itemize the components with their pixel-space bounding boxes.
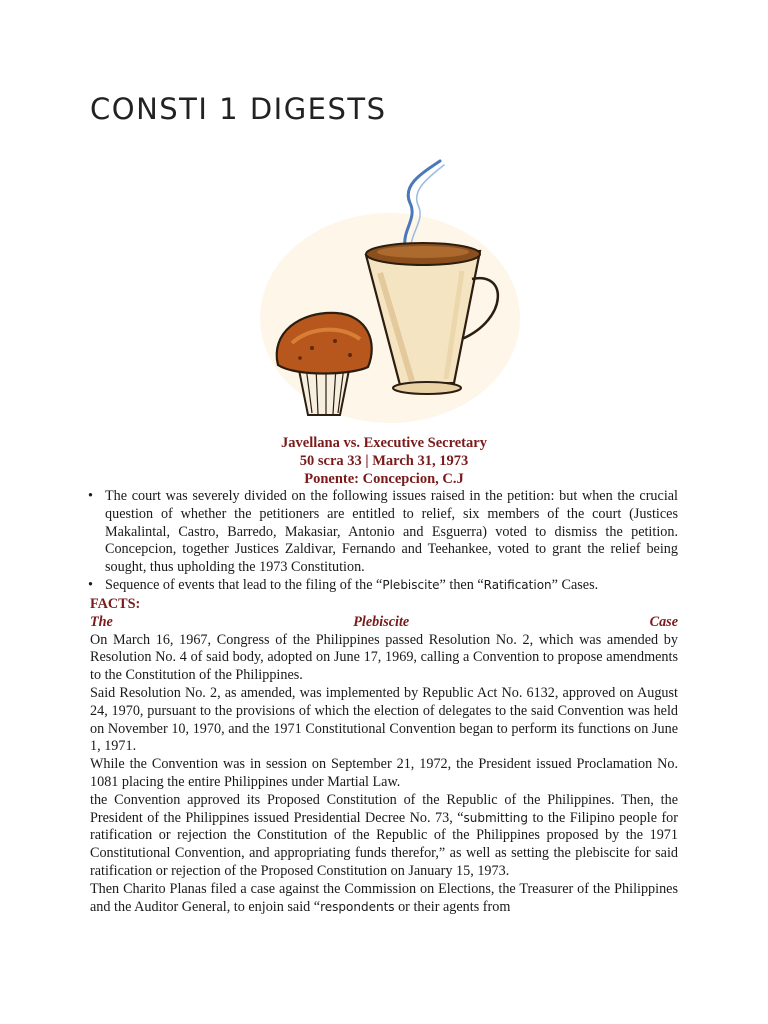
paragraph-text-part: Then Charito Planas filed a case against the Commission on Elections, the Treasurer of the Philippines and the Auditor General, to enjoin said “ bbox=[90, 880, 678, 915]
bullet-icon: • bbox=[88, 576, 93, 593]
bullet-text-part: ” Cases. bbox=[551, 576, 599, 593]
bullet-icon: • bbox=[88, 488, 93, 504]
bullet-text-part: ” then “ bbox=[439, 576, 484, 593]
case-header bbox=[0, 434, 768, 488]
subheading-word: Case bbox=[649, 613, 678, 630]
facts-paragraph bbox=[90, 881, 678, 917]
bullet-text: The court was severely divided on the following issues raised in the petition: but when the crucial question of whether the petitioners are entitled to relief, six members of the court (Justices Makalintal, Castro, Barredo, Makasiar, Antonio and Esguerra) voted to dismiss the petition. Concepcion, together Justices Zaldivar, Fernando and Teehankee, voted to grant the relief being sought, thus upholding the 1973 Constitution. bbox=[105, 488, 678, 576]
paragraph-text-part: or their agents from bbox=[394, 898, 511, 915]
facts-paragraph: On March 16, 1967, Congress of the Philippines passed Resolution No. 2, which was amended by Resolution No. 4 of said body, adopted on June 17, 1969, calling a Convention to propose amendments to the Constitution of the Philippines. bbox=[90, 631, 678, 684]
facts-paragraph: Said Resolution No. 2, as amended, was implemented by Republic Act No. 6132, approved on August 24, 1970, pursuant to the provisions of which the election of delegates to the said Convention was held on November 10, 1970, and the 1971 Constitutional Convention began to perform its functions on June 1, 1971. bbox=[90, 684, 678, 755]
bullet-item bbox=[88, 488, 678, 577]
case-ponente: Ponente: Concepcion, C.J bbox=[304, 471, 464, 487]
case-name: Javellana vs. Executive Secretary bbox=[281, 435, 487, 451]
paragraph-quoted-term: submitting bbox=[463, 810, 528, 825]
paragraph-text-part: to the Filipino people for ratification or rejection the Constitution of the Republic of the Philippines proposed by the 1971 Constitutional Convention, and appropriating funds therefor,” as well as setting the plebiscite for said ratification or rejection of the Proposed Constitution on January 15, 1973. bbox=[90, 809, 678, 879]
plebiscite-case-subheading bbox=[90, 614, 678, 632]
paragraph-text-part: the Convention approved its Proposed Constitution of the Republic of the Philippines. Then, the President of the Philippines issued Presidential Decree No. 73, “ bbox=[90, 791, 678, 826]
facts-paragraph bbox=[90, 792, 678, 881]
bullet-quoted-term: Plebiscite bbox=[382, 577, 440, 592]
facts-heading: FACTS: bbox=[90, 596, 141, 612]
subheading-word: Plebiscite bbox=[353, 613, 410, 630]
summary-bullets bbox=[88, 488, 678, 595]
document-title: CONSTI 1 DIGESTS bbox=[90, 92, 387, 126]
bullet-quoted-term: Ratification bbox=[483, 577, 552, 592]
facts-section bbox=[90, 596, 678, 916]
paragraph-quoted-term: respondents bbox=[320, 899, 395, 914]
subheading-word: The bbox=[90, 613, 113, 630]
bullet-item bbox=[88, 577, 678, 595]
case-citation: 50 scra 33 | March 31, 1973 bbox=[299, 453, 469, 469]
bullet-text-part: Sequence of events that lead to the filing of the “ bbox=[105, 576, 383, 593]
coffee-and-muffin-illustration bbox=[240, 143, 528, 433]
facts-paragraph: While the Convention was in session on September 21, 1972, the President issued Proclamation No. 1081 placing the entire Philippines under Martial Law. bbox=[90, 756, 678, 790]
